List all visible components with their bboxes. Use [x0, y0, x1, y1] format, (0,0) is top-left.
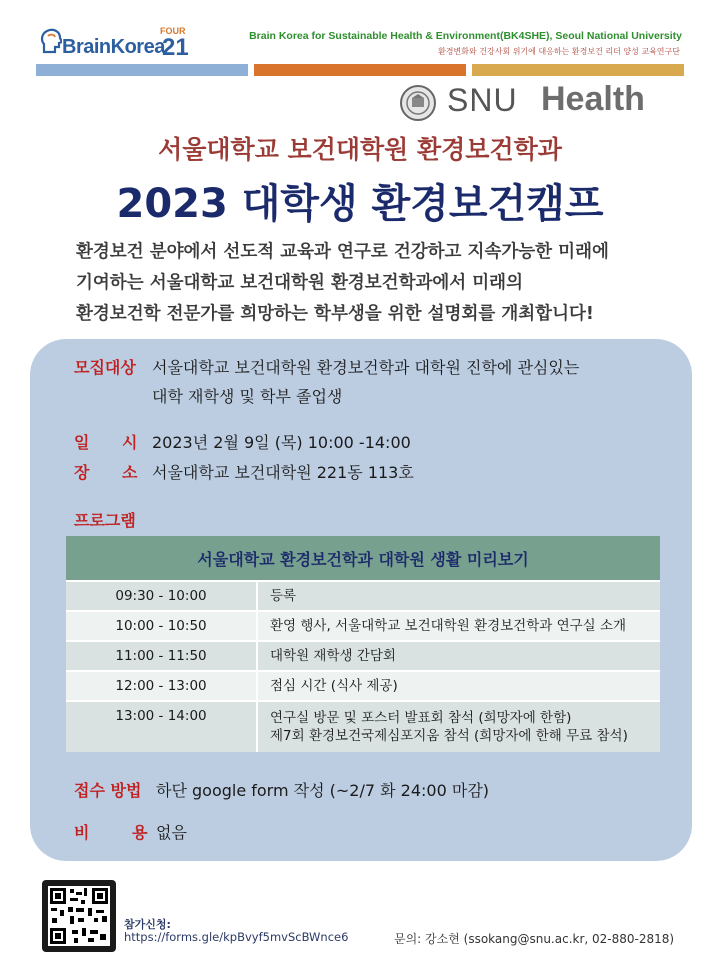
- registration-link[interactable]: https://forms.gle/kpBvyf5mvScBWnce6: [124, 930, 349, 944]
- intro-line: 환경보건 분야에서 선도적 교육과 연구로 건강하고 지속가능한 미래에: [76, 242, 609, 262]
- schedule-time: 11:00 - 11:50: [66, 641, 256, 671]
- schedule-desc: 대학원 재학생 간담회: [258, 641, 660, 671]
- schedule-desc: 등록: [258, 581, 660, 611]
- schedule-time: 10:00 - 10:50: [66, 611, 256, 641]
- header-bar-orange: [254, 64, 466, 76]
- table-row: [66, 671, 660, 701]
- schedule-desc: 점심 시간 (식사 제공): [258, 671, 660, 701]
- apply-label: 접수 방법: [74, 781, 142, 800]
- date-label-char2: 시: [122, 433, 138, 452]
- snu-text: SNU: [447, 82, 518, 118]
- table-row: [66, 581, 660, 611]
- program-label: 프로그램: [74, 511, 136, 530]
- place-label-char1: 장: [74, 463, 90, 482]
- date-value: 2023년 2월 9일 (목) 10:00 -14:00: [152, 433, 411, 452]
- table-row: [66, 611, 660, 641]
- qr-code-icon[interactable]: [48, 886, 110, 946]
- schedule-desc: 환영 행사, 서울대학교 보건대학원 환경보건학과 연구실 소개: [258, 611, 660, 641]
- schedule-desc-line: 연구실 방문 및 포스터 발표회 참석 (희망자에 한함): [270, 710, 572, 726]
- schedule-desc-multi: [258, 701, 660, 752]
- logo-brainkorea-text: BrainKorea: [62, 36, 165, 58]
- schedule-time: 13:00 - 14:00: [66, 701, 256, 752]
- logo-21-text: 21: [162, 34, 189, 61]
- logo-four-text: FOUR: [160, 26, 186, 36]
- fee-label-char1: 비: [74, 823, 90, 842]
- contact-info: 문의: 강소현 (ssokang@snu.ac.kr, 02-880-2818): [394, 932, 675, 946]
- snu-seal-icon: [399, 84, 437, 122]
- schedule-header-row: [66, 536, 660, 581]
- table-row: [66, 641, 660, 671]
- target-label: 모집대상: [74, 358, 136, 377]
- schedule-header: 서울대학교 환경보건학과 대학원 생활 미리보기: [66, 536, 660, 581]
- brain-head-icon: [40, 28, 62, 54]
- schedule-desc-line: 제7회 환경보건국제심포지움 참석 (희망자에 한해 무료 참석): [270, 728, 628, 744]
- schedule-time: 12:00 - 13:00: [66, 671, 256, 701]
- bk-subtitle: 환경변화와 건강사회 위기에 대응하는 환경보건 리더 양성 교육연구단: [438, 47, 680, 56]
- date-label-char1: 일: [74, 433, 90, 452]
- apply-value: 하단 google form 작성 (~2/7 화 24:00 마감): [156, 781, 490, 800]
- intro-paragraph: [76, 237, 696, 330]
- health-text: Health: [541, 80, 645, 118]
- registration-label: 참가신청:: [124, 918, 171, 931]
- target-value-line2: 대학 재학생 및 학부 졸업생: [152, 387, 343, 406]
- table-row: [66, 701, 660, 752]
- place-label-char2: 소: [122, 463, 138, 482]
- place-value: 서울대학교 보건대학원 221동 113호: [152, 463, 414, 482]
- header-bar-gold: [472, 64, 684, 76]
- department-title: 서울대학교 보건대학원 환경보건학과: [158, 135, 562, 164]
- event-title: 2023 대학생 환경보건캠프: [116, 181, 604, 227]
- schedule-time: 09:30 - 10:00: [66, 581, 256, 611]
- bk-title: Brain Korea for Sustainable Health & Environment(BK4SHE), Seoul National University: [249, 30, 682, 42]
- fee-label-char2: 용: [132, 823, 148, 842]
- intro-line: 기여하는 서울대학교 보건대학원 환경보건학과에서 미래의: [76, 273, 523, 293]
- schedule-table: [66, 536, 660, 752]
- header-bar-blue: [36, 64, 248, 76]
- fee-value: 없음: [156, 823, 187, 842]
- intro-line: 환경보건학 전문가를 희망하는 학부생을 위한 설명회를 개최합니다!: [76, 304, 594, 324]
- target-value-line1: 서울대학교 보건대학원 환경보건학과 대학원 진학에 관심있는: [152, 358, 580, 377]
